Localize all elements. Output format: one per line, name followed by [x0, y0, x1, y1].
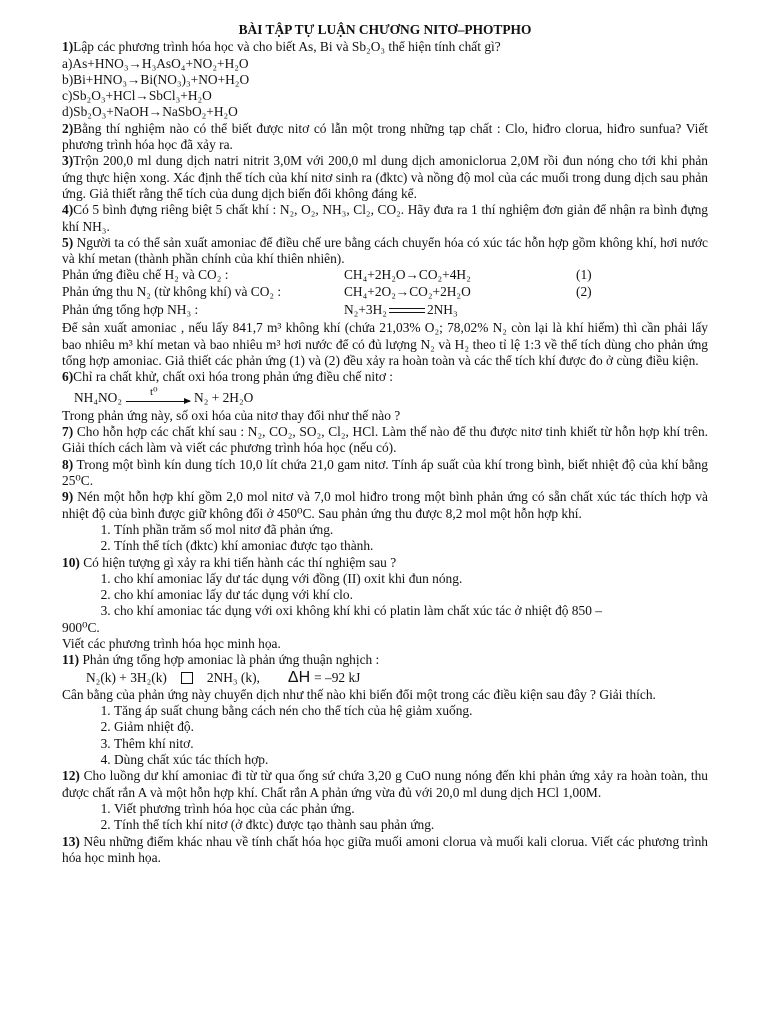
question-number: 7)	[62, 424, 74, 440]
question-5-body: Để sản xuất amoniac , nếu lấy 841,7 m³ không khí (chứa 21,03% O₂; 78,02% N₂ còn lại là khí hiếm) thì cần phải lấy bao nhiêu m³ khí metan và bao nhiêu m³ hơi nước để có đủ lượng N₂ và H₂ theo tỉ lệ 1:3 về thể tích dùng cho phản ứng tổng hợp amoniac. Giả thiết các phản ứng (1) và (2) đều xảy ra hoàn toàn và các thể tích khí được đo ở cùng điều kiện.	[62, 320, 708, 368]
question-7	[62, 424, 708, 457]
question-9-list	[62, 522, 708, 555]
question-number: 11)	[62, 652, 80, 668]
reaction-equation: CH₄+2H₂O→CO₂+4H₂	[344, 267, 471, 283]
document-page	[62, 22, 708, 866]
question-9	[62, 489, 708, 522]
list-item: 1. Tính phần trăm số mol nitơ đã phản ứng.	[114, 522, 708, 538]
question-text: Bằng thí nghiệm nào có thể biết được nitơ có lẫn một trong những tạp chất : Clo, hiđro clorua, hiđro sunfua? Viết phương trình hóa học đã xảy ra.	[62, 120, 708, 153]
question-2	[62, 121, 708, 154]
list-item: 2. cho khí amoniac lấy dư tác dụng với khí clo.	[114, 587, 708, 603]
reaction-label: Phản ứng tổng hợp NH₃ :	[62, 302, 199, 318]
equation-line: d)Sb₂O₃+NaOH→NaSbO₂+H₂O	[62, 104, 238, 120]
reaction-number: (1)	[576, 267, 592, 283]
question-number: 8)	[62, 456, 74, 472]
question-text: Lập các phương trình hóa học và cho biết As, Bi và Sb₂O₃ thể hiện tính chất gì?	[73, 39, 501, 55]
equation-line: a)As+HNO₃→H₃AsO₄+NO₂+H₂O	[62, 55, 249, 71]
enthalpy-symbol: ΔH	[287, 668, 311, 686]
reaction-row-2	[62, 284, 708, 300]
question-1	[62, 39, 708, 55]
question-11	[62, 652, 708, 668]
question-6	[62, 369, 708, 385]
question-number: 12)	[62, 768, 80, 784]
reaction-row-1	[62, 267, 708, 283]
equation-line: c)Sb₂O₃+HCl→SbCl₃+H₂O	[62, 88, 212, 104]
enthalpy-value: = –92 kJ	[314, 669, 361, 685]
list-item: 2. Giảm nhiệt độ.	[114, 719, 708, 735]
list-item: 1. Viết phương trình hóa học của các phản ứng.	[114, 801, 708, 817]
question-text: Trộn 200,0 ml dung dịch natri nitrit 3,0M với 200,0 ml dung dịch amoniclorua 2,0M rồi đun nóng cho tới khi phản ứng thực hiện xong. Xác định thể tích của khí nitơ sinh ra (đktc) và nồng độ mol của các muối trong dung dịch sau phản ứng. Giả thiết rằng thể tích của dung dịch biến đổi không đáng kể.	[62, 153, 708, 201]
reaction-label: Phản ứng điều chế H₂ và CO₂ :	[62, 267, 229, 283]
question-text: Có hiện tượng gì xảy ra khi tiến hành các thí nghiệm sau ?	[83, 554, 397, 570]
list-item: 3. cho khí amoniac tác dụng với oxi không khí khi có platin làm chất xúc tác ở nhiệt độ 850 –	[114, 603, 708, 619]
question-number: 9)	[62, 489, 74, 505]
question-8	[62, 457, 708, 490]
question-text: Người ta có thể sản xuất amoniac để điều chế ure bằng cách chuyển hóa có xúc tác hỗn hợp gồm không khí, hơi nước và khí metan (thành phần chính của khí thiên nhiên).	[62, 234, 708, 267]
question-10-list	[62, 571, 708, 620]
question-text: Cho luồng dư khí amoniac đi từ từ qua ống sứ chứa 3,20 g CuO nung nóng đến khi phản ứng xảy ra hoàn toàn, thu được chất rắn A và một hỗn hợp khí. Chất rắn A phản ứng vừa đủ với 20,0 ml dung dịch HCl 1,00M.	[62, 768, 708, 800]
list-item: 2. Tính thể tích (đktc) khí amoniac được tạo thành.	[114, 538, 708, 554]
equilibrium-equation: N₂(k) + 3H₂(k) 2NH₃ (k), ΔH = –92 kJ	[86, 668, 361, 686]
reversible-arrow-icon	[389, 307, 425, 315]
question-number: 4)	[62, 202, 74, 218]
reaction-equation: CH₄+2O₂→CO₂+2H₂O	[344, 283, 471, 299]
question-text: Nêu những điểm khác nhau về tính chất hóa học giữa muối amoni clorua và muối kali clorua. Viết các phương trình hóa học minh họa.	[62, 833, 708, 865]
question-text: Phản ứng tổng hợp amoniac là phản ứng thuận nghịch :	[82, 652, 380, 668]
reaction-equation: N₂+3H₂ 2NH₃	[344, 302, 458, 318]
question-13	[62, 834, 708, 867]
list-item-continuation: 900⁰C.	[62, 619, 100, 635]
missing-arrow-glyph-icon	[181, 672, 193, 684]
question-number: 13)	[62, 833, 80, 849]
question-number: 6)	[62, 369, 74, 385]
question-number: 2)	[62, 120, 74, 136]
question-text: Trong một bình kín dung tích 10,0 lít chứa 21,0 gam nitơ. Tính áp suất của khí trong bình, biết nhiệt độ của khí bằng 25⁰C.	[62, 456, 708, 489]
question-number: 3)	[62, 153, 74, 169]
equation-line: b)Bi+HNO₃→Bi(NO₃)₃+NO+H₂O	[62, 71, 250, 87]
question-11-body: Cân bằng của phản ứng này chuyển dịch như thế nào khi biến đổi một trong các điều kiện sau đây ? Giải thích.	[62, 686, 656, 702]
list-item: 1. Tăng áp suất chung bằng cách nén cho thể tích của hệ giảm xuống.	[114, 703, 708, 719]
question-3	[62, 153, 708, 202]
question-12	[62, 768, 708, 801]
question-11-list	[62, 703, 708, 768]
question-number: 5)	[62, 234, 74, 250]
question-text: Chỉ ra chất khử, chất oxi hóa trong phản ứng điều chế nitơ :	[73, 369, 393, 385]
list-item: 4. Dùng chất xúc tác thích hợp.	[114, 752, 708, 768]
question-10-body: Viết các phương trình hóa học minh họa.	[62, 635, 281, 651]
question-text: Có 5 bình đựng riêng biệt 5 chất khí : N₂, O₂, NH₃, Cl₂, CO₂. Hãy đưa ra 1 thí nghiệm đơn giản để nhận ra bình đựng khí NH₃.	[62, 202, 708, 234]
question-number: 1)	[62, 39, 74, 55]
question-12-list	[62, 801, 708, 834]
list-item: 2. Tính thể tích khí nitơ (ở đktc) được tạo thành sau phản ứng.	[114, 817, 708, 833]
question-6-body: Trong phản ứng này, số oxi hóa của nitơ thay đổi như thế nào ?	[62, 407, 401, 423]
question-10	[62, 555, 708, 571]
reaction-label: Phản ứng thu N₂ (từ không khí) và CO₂ :	[62, 283, 282, 299]
question-4	[62, 202, 708, 235]
reaction-equation: NH₄NO₂ t⁰ N₂ + 2H₂O	[74, 386, 254, 405]
page-title: BÀI TẬP TỰ LUẬN CHƯƠNG NITƠ–PHOTPHO	[238, 22, 532, 37]
reaction-number: (2)	[576, 283, 592, 299]
question-number: 10)	[62, 554, 80, 570]
question-5	[62, 235, 708, 268]
reaction-row-3	[62, 302, 708, 318]
right-arrow-icon: t⁰	[126, 397, 190, 398]
list-item: 1. cho khí amoniac lấy dư tác dụng với đồng (II) oxit khi đun nóng.	[114, 571, 708, 587]
question-text: Cho hỗn hợp các chất khí sau : N₂, CO₂, SO₂, Cl₂, HCl. Làm thế nào để thu được nitơ tinh khiết từ hỗn hợp khí trên. Giải thích cách làm và viết các phương trình hóa học (nếu có).	[62, 424, 708, 456]
list-item: 3. Thêm khí nitơ.	[114, 736, 708, 752]
question-text: Nén một hỗn hợp khí gồm 2,0 mol nitơ và 7,0 mol hiđro trong một bình phản ứng có sẵn chất xúc tác thích hợp và nhiệt độ của bình được giữ không đổi ở 450⁰C. Sau phản ứng thu được 8,2 mol một hỗn hợp khí.	[62, 489, 708, 521]
